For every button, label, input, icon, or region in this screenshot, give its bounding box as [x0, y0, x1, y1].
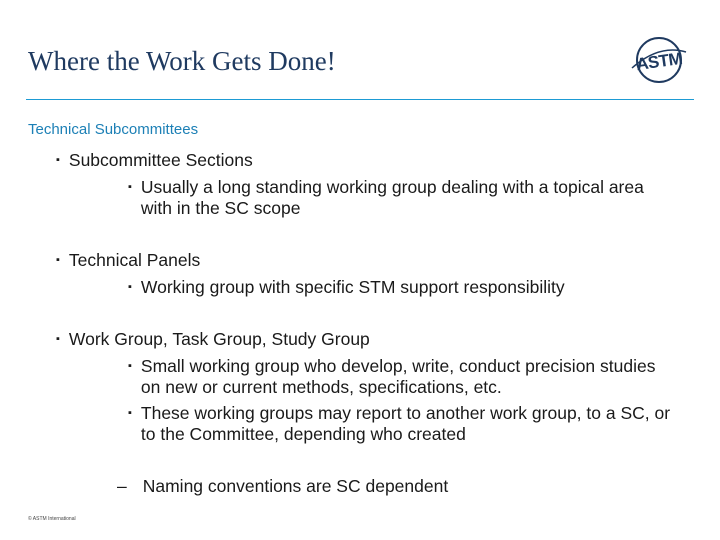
- bullet-subcommittee-sections: [56, 150, 253, 171]
- square-bullet-icon: ▪: [56, 254, 60, 266]
- square-bullet-icon: ▪: [128, 181, 132, 193]
- square-bullet-icon: ▪: [128, 281, 132, 293]
- bullet-technical-panels: [56, 250, 200, 271]
- sub-bullet-sections-description: [128, 177, 688, 219]
- naming-conventions-note: [117, 476, 448, 497]
- sub-bullet-text: Small working group who develop, write, conduct precision studies on new or current methods, specifications, etc.: [140, 356, 656, 397]
- sub-bullet-text: These working groups may report to another work group, to a SC, or to the Committee, depending who created: [140, 403, 671, 444]
- square-bullet-icon: ▪: [128, 360, 132, 372]
- square-bullet-icon: ▪: [56, 333, 60, 345]
- sub-bullet-text: Working group with specific STM support responsibility: [140, 277, 565, 297]
- dash-bullet-icon: –: [117, 476, 127, 496]
- square-bullet-icon: ▪: [56, 154, 60, 166]
- bullet-work-group: [56, 329, 370, 350]
- sub-bullet-work-group-purpose: [128, 356, 693, 398]
- copyright-footer: © ASTM International: [28, 516, 76, 522]
- title-divider: [26, 99, 694, 100]
- sub-bullet-work-group-reporting: [128, 403, 693, 445]
- bullet-label: Technical Panels: [68, 250, 201, 270]
- slide-title: Where the Work Gets Done!: [28, 46, 336, 76]
- sub-bullet-text: Usually a long standing working group dealing with a topical area with in the SC scope: [140, 177, 644, 218]
- slide-subtitle: Technical Subcommittees: [28, 121, 199, 138]
- astm-logo-icon: [628, 34, 690, 86]
- sub-bullet-panels-description: [128, 277, 688, 298]
- bullet-label: Subcommittee Sections: [68, 150, 253, 170]
- note-text: Naming conventions are SC dependent: [142, 476, 449, 496]
- square-bullet-icon: ▪: [128, 407, 132, 419]
- bullet-label: Work Group, Task Group, Study Group: [68, 329, 370, 349]
- logo-lettering: ASTM: [635, 48, 684, 75]
